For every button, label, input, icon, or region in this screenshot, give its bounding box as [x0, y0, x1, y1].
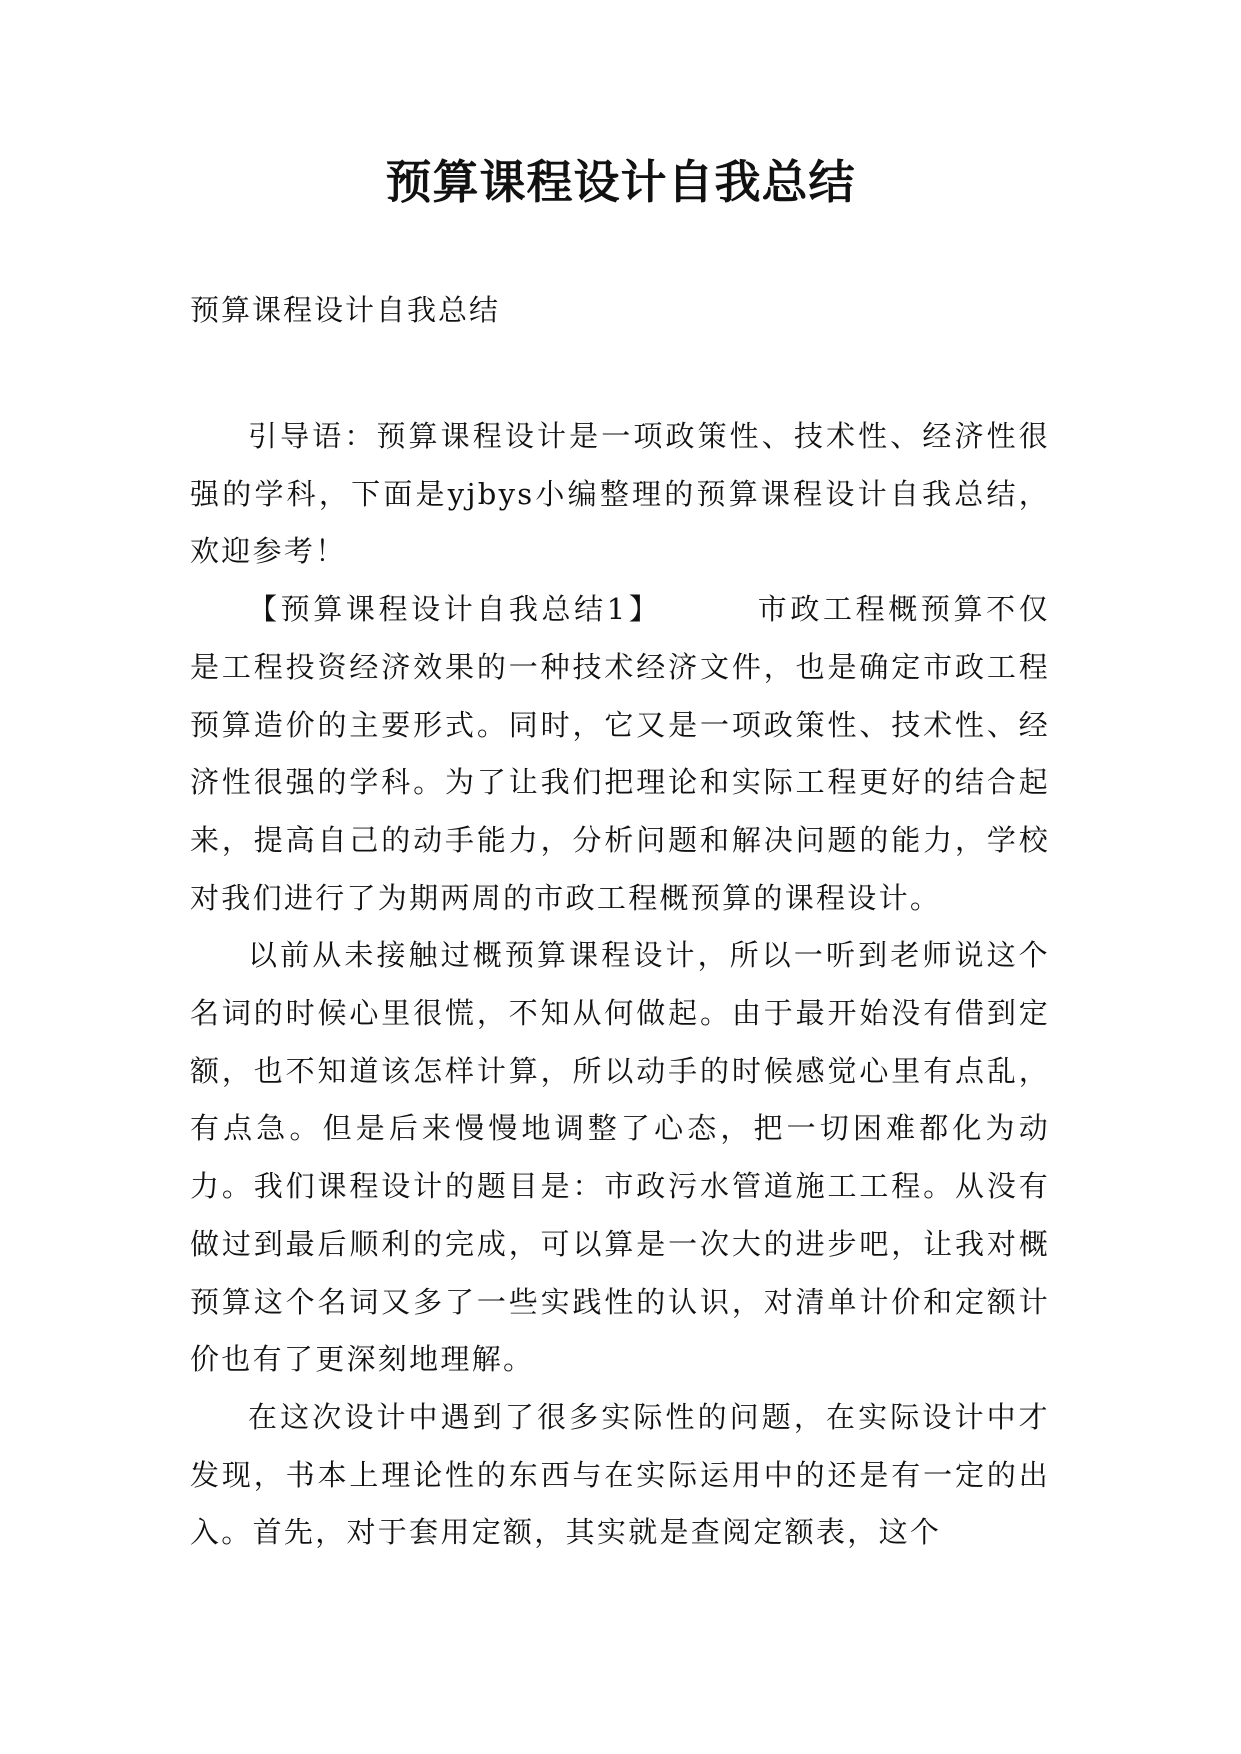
- document-title: 预算课程设计自我总结: [385, 155, 856, 209]
- document-subtitle: 预算课程设计自我总结: [190, 293, 501, 327]
- section-1-paragraph: [190, 581, 1050, 927]
- document-body: [190, 408, 1050, 1562]
- body-paragraph-3: 在这次设计中遇到了很多实际性的问题，在实际设计中才发现，书本上理论性的东西与在实际运用中的还是有一定的出入。首先，对于套用定额，其实就是查阅定额表，这个: [190, 1399, 1050, 1550]
- section-1-heading: 【预算课程设计自我总结1】: [248, 592, 662, 627]
- body-paragraph-2: 以前从未接触过概预算课程设计，所以一听到老师说这个名词的时候心里很慌，不知从何做起。由于最开始没有借到定额，也不知道该怎样计算，所以动手的时候感觉心里有点乱，有点急。但是后来慢慢地调整了心态，把一切困难都化为动力。我们课程设计的题目是：市政污水管道施工工程。从没有做过到最后顺利的完成，可以算是一次大的进步吧，让我对概预算这个名词又多了一些实践性的认识，对清单计价和定额计价也有了更深刻地理解。: [190, 938, 1050, 1377]
- section-1-text: 市政工程概预算不仅是工程投资经济效果的一种技术经济文件，也是确定市政工程预算造价的主要形式。同时，它又是一项政策性、技术性、经济性很强的学科。为了让我们把理论和实际工程更好的结合起来，提高自己的动手能力，分析问题和解决问题的能力，学校对我们进行了为期两周的市政工程概预算的课程设计。: [190, 592, 1050, 915]
- intro-paragraph: 引导语：预算课程设计是一项政策性、技术性、经济性很强的学科，下面是yjbys小编整理的预算课程设计自我总结，欢迎参考！: [190, 419, 1050, 569]
